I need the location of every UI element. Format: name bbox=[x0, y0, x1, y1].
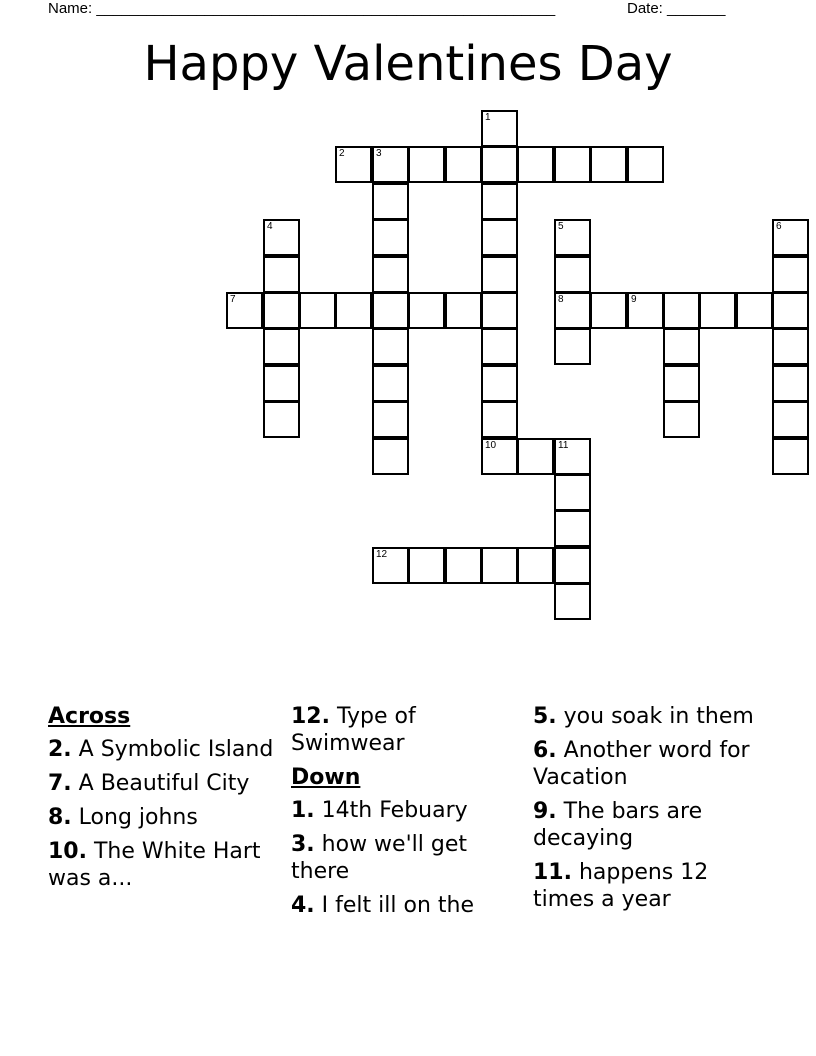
clue-number: 11. bbox=[533, 860, 572, 885]
grid-cell[interactable] bbox=[481, 547, 518, 584]
grid-cell[interactable] bbox=[772, 365, 809, 402]
grid-cell[interactable] bbox=[699, 292, 736, 329]
grid-cell[interactable] bbox=[772, 328, 809, 365]
grid-cell[interactable] bbox=[517, 438, 554, 475]
clue-number: 4. bbox=[291, 893, 315, 918]
cell-number: 5 bbox=[558, 221, 564, 232]
grid-cell[interactable] bbox=[554, 547, 591, 584]
grid-cell[interactable] bbox=[408, 292, 445, 329]
cell-number: 2 bbox=[339, 148, 345, 159]
grid-cell[interactable] bbox=[554, 146, 591, 183]
clues-column-3 bbox=[533, 703, 773, 920]
clue-text: 14th Febuary bbox=[314, 798, 468, 823]
clue-number: 8. bbox=[48, 805, 72, 830]
grid-cell[interactable] bbox=[481, 292, 518, 329]
clue-down-6 bbox=[533, 737, 773, 791]
grid-cell[interactable] bbox=[736, 292, 773, 329]
grid-cell[interactable] bbox=[372, 146, 409, 183]
clue-number: 7. bbox=[48, 771, 72, 796]
grid-cell[interactable] bbox=[445, 547, 482, 584]
clue-number: 6. bbox=[533, 738, 557, 763]
grid-cell[interactable] bbox=[517, 146, 554, 183]
grid-cell[interactable] bbox=[335, 146, 372, 183]
grid-cell[interactable] bbox=[372, 438, 409, 475]
grid-cell[interactable] bbox=[263, 328, 300, 365]
clue-text: I felt ill on the bbox=[314, 893, 474, 918]
clue-down-4 bbox=[291, 892, 526, 919]
grid-cell[interactable] bbox=[772, 256, 809, 293]
grid-cell[interactable] bbox=[481, 365, 518, 402]
clue-down-3 bbox=[291, 831, 526, 885]
grid-cell[interactable] bbox=[663, 292, 700, 329]
cell-number: 12 bbox=[376, 549, 388, 560]
grid-cell[interactable] bbox=[263, 219, 300, 256]
grid-cell[interactable] bbox=[554, 438, 591, 475]
grid-cell[interactable] bbox=[263, 292, 300, 329]
clue-text: The White Hart was a... bbox=[48, 839, 261, 891]
grid-cell[interactable] bbox=[372, 547, 409, 584]
grid-cell[interactable] bbox=[299, 292, 336, 329]
grid-cell[interactable] bbox=[335, 292, 372, 329]
cell-number: 9 bbox=[631, 294, 637, 305]
grid-cell[interactable] bbox=[408, 547, 445, 584]
grid-cell[interactable] bbox=[554, 219, 591, 256]
grid-cell[interactable] bbox=[554, 292, 591, 329]
clues-column-1 bbox=[48, 703, 283, 899]
down-heading: Down bbox=[291, 765, 361, 790]
grid-cell[interactable] bbox=[663, 401, 700, 438]
grid-cell[interactable] bbox=[517, 547, 554, 584]
clue-number: 1. bbox=[291, 798, 315, 823]
page-title: Happy Valentines Day bbox=[143, 36, 673, 92]
clue-down-5 bbox=[533, 703, 773, 730]
grid-cell[interactable] bbox=[372, 183, 409, 220]
clue-number: 10. bbox=[48, 839, 87, 864]
clue-number: 3. bbox=[291, 832, 315, 857]
grid-cell[interactable] bbox=[408, 146, 445, 183]
cell-number: 11 bbox=[558, 440, 569, 451]
grid-cell[interactable] bbox=[372, 256, 409, 293]
grid-cell[interactable] bbox=[663, 328, 700, 365]
grid-cell[interactable] bbox=[481, 183, 518, 220]
clue-text: A Symbolic Island bbox=[71, 737, 274, 762]
grid-cell[interactable] bbox=[481, 256, 518, 293]
clue-down-11 bbox=[533, 859, 773, 913]
clue-number: 5. bbox=[533, 704, 557, 729]
clue-across-8 bbox=[48, 804, 283, 831]
clue-down-9 bbox=[533, 798, 773, 852]
grid-cell[interactable] bbox=[481, 219, 518, 256]
grid-cell[interactable] bbox=[372, 219, 409, 256]
clue-across-2 bbox=[48, 736, 283, 763]
cell-number: 6 bbox=[776, 221, 782, 232]
cell-number: 1 bbox=[485, 112, 491, 123]
clue-number: 2. bbox=[48, 737, 72, 762]
grid-cell[interactable] bbox=[772, 292, 809, 329]
cell-number: 10 bbox=[485, 440, 497, 451]
grid-cell[interactable] bbox=[372, 292, 409, 329]
name-field: Name: _______________________________________________________ bbox=[48, 0, 556, 17]
grid-cell[interactable] bbox=[263, 401, 300, 438]
grid-cell[interactable] bbox=[263, 256, 300, 293]
clue-text: The bars are decaying bbox=[533, 799, 703, 851]
clue-text: Type of Swimwear bbox=[291, 704, 416, 756]
clue-down-1 bbox=[291, 797, 526, 824]
grid-cell[interactable] bbox=[627, 292, 664, 329]
grid-cell[interactable] bbox=[372, 401, 409, 438]
grid-cell[interactable] bbox=[554, 510, 591, 547]
grid-cell[interactable] bbox=[590, 146, 627, 183]
grid-cell[interactable] bbox=[481, 110, 518, 147]
clue-text: you soak in them bbox=[556, 704, 754, 729]
clue-text: Long johns bbox=[71, 805, 198, 830]
clue-text: how we'll get there bbox=[291, 832, 467, 884]
grid-cell[interactable] bbox=[481, 146, 518, 183]
grid-cell[interactable] bbox=[663, 365, 700, 402]
grid-cell[interactable] bbox=[772, 401, 809, 438]
grid-cell[interactable] bbox=[627, 146, 664, 183]
grid-cell[interactable] bbox=[445, 292, 482, 329]
clue-text: happens 12 times a year bbox=[533, 860, 709, 912]
grid-cell[interactable] bbox=[445, 146, 482, 183]
grid-cell[interactable] bbox=[481, 328, 518, 365]
clues-column-2 bbox=[291, 703, 526, 926]
grid-cell[interactable] bbox=[481, 438, 518, 475]
grid-cell[interactable] bbox=[372, 328, 409, 365]
clue-across-12 bbox=[291, 703, 526, 757]
grid-cell[interactable] bbox=[554, 583, 591, 620]
grid-cell[interactable] bbox=[263, 365, 300, 402]
grid-cell[interactable] bbox=[481, 401, 518, 438]
grid-cell[interactable] bbox=[372, 365, 409, 402]
grid-cell[interactable] bbox=[226, 292, 263, 329]
grid-cell[interactable] bbox=[772, 219, 809, 256]
grid-cell[interactable] bbox=[772, 438, 809, 475]
clue-text: A Beautiful City bbox=[71, 771, 250, 796]
cell-number: 7 bbox=[230, 294, 236, 305]
clue-text: Another word for Vacation bbox=[533, 738, 750, 790]
grid-cell[interactable] bbox=[554, 256, 591, 293]
cell-number: 3 bbox=[376, 148, 382, 159]
clue-number: 9. bbox=[533, 799, 557, 824]
grid-cell[interactable] bbox=[554, 474, 591, 511]
date-field: Date: _______ bbox=[627, 0, 726, 17]
grid-cell[interactable] bbox=[554, 328, 591, 365]
clue-number: 12. bbox=[291, 704, 330, 729]
grid-cell[interactable] bbox=[590, 292, 627, 329]
across-heading: Across bbox=[48, 704, 131, 729]
cell-number: 8 bbox=[558, 294, 564, 305]
clue-across-7 bbox=[48, 770, 283, 797]
clue-across-10 bbox=[48, 838, 283, 892]
cell-number: 4 bbox=[267, 221, 273, 232]
